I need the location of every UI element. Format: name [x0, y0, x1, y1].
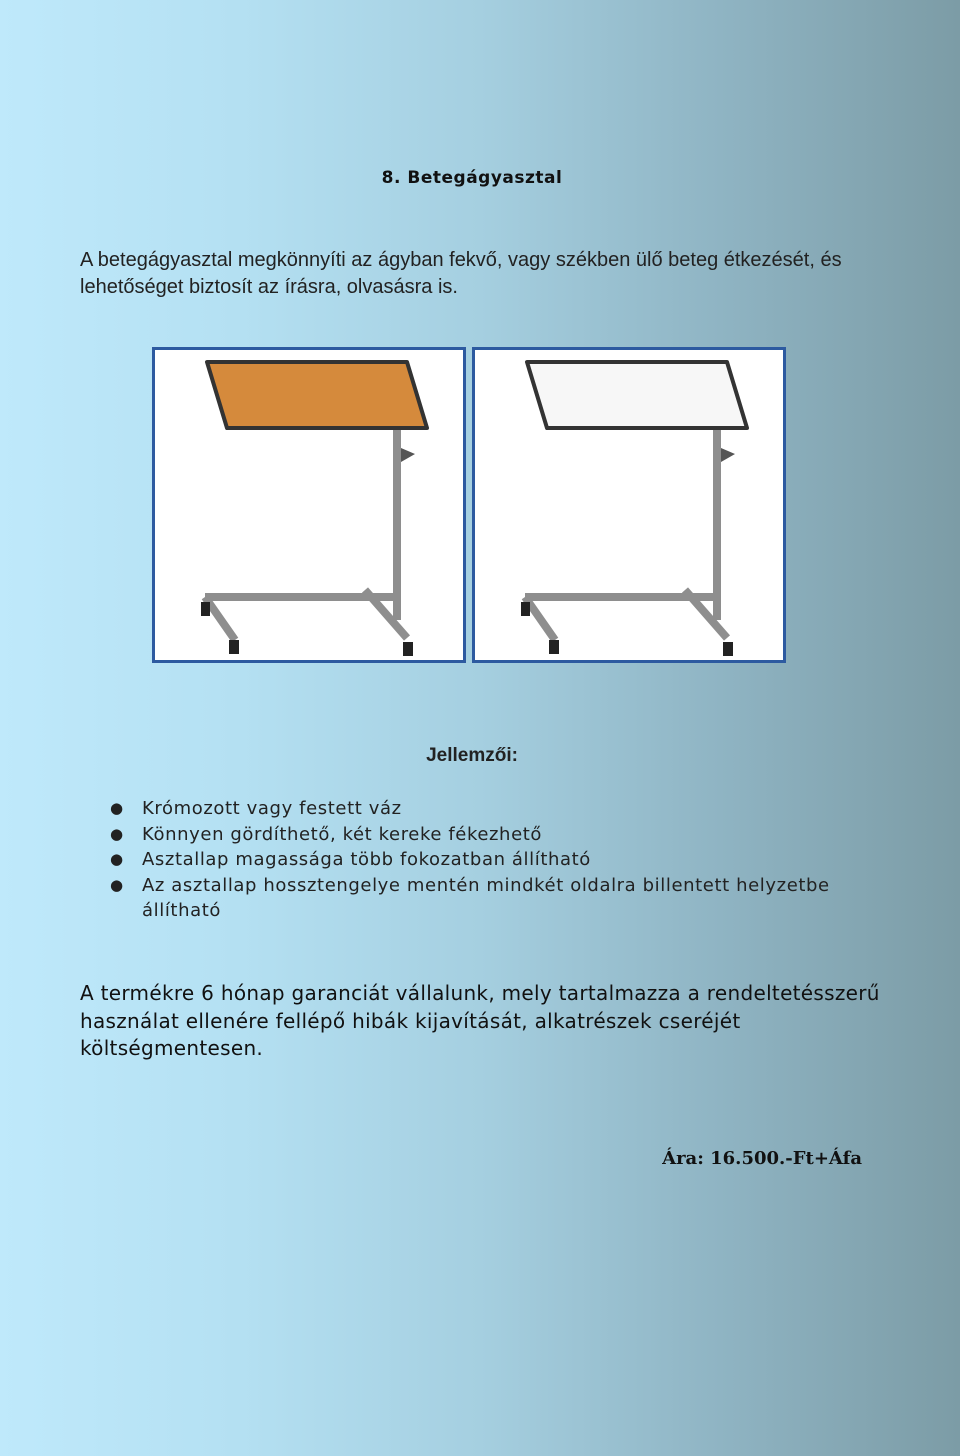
photo-white-top-table: [472, 347, 786, 663]
bullet-icon: ●: [110, 850, 124, 868]
product-photos: [152, 347, 792, 667]
bullet-icon: ●: [110, 875, 124, 894]
feature-item: ● Asztallap magassága több fokozatban állítható: [110, 847, 880, 873]
feature-item: ● Krómozott vagy festett váz: [110, 796, 880, 822]
feature-item: ● Könnyen gördíthető, két kereke fékezhető: [110, 822, 880, 848]
photo-wood-top-table: [152, 347, 466, 663]
overbed-table-wood-image: [155, 350, 463, 660]
features-list: [110, 796, 880, 924]
feature-item: ● Az asztallap hossztengelye mentén mindkét oldalra billentett helyzetbe állítható: [110, 874, 830, 921]
features-heading: Jellemzői:: [426, 745, 518, 766]
price-label: Ára: 16.500.-Ft+Áfa: [662, 1148, 862, 1169]
bullet-icon: ●: [110, 799, 124, 817]
bullet-icon: ●: [110, 824, 124, 843]
warranty-paragraph: A termékre 6 hónap garanciát vállalunk, mely tartalmazza a rendeltetésszerű használat ellenére fellépő hibák kijavítását, alkatrészek cseréjét költségmentesen.: [80, 981, 880, 1060]
page-title: 8. Betegágyasztal: [381, 168, 563, 188]
overbed-table-white-image: [475, 350, 783, 660]
intro-paragraph: A betegágyasztal megkönnyíti az ágyban fekvő, vagy székben ülő beteg étkezését, és lehetőséget biztosít az írásra, olvasásra is.: [80, 249, 842, 298]
